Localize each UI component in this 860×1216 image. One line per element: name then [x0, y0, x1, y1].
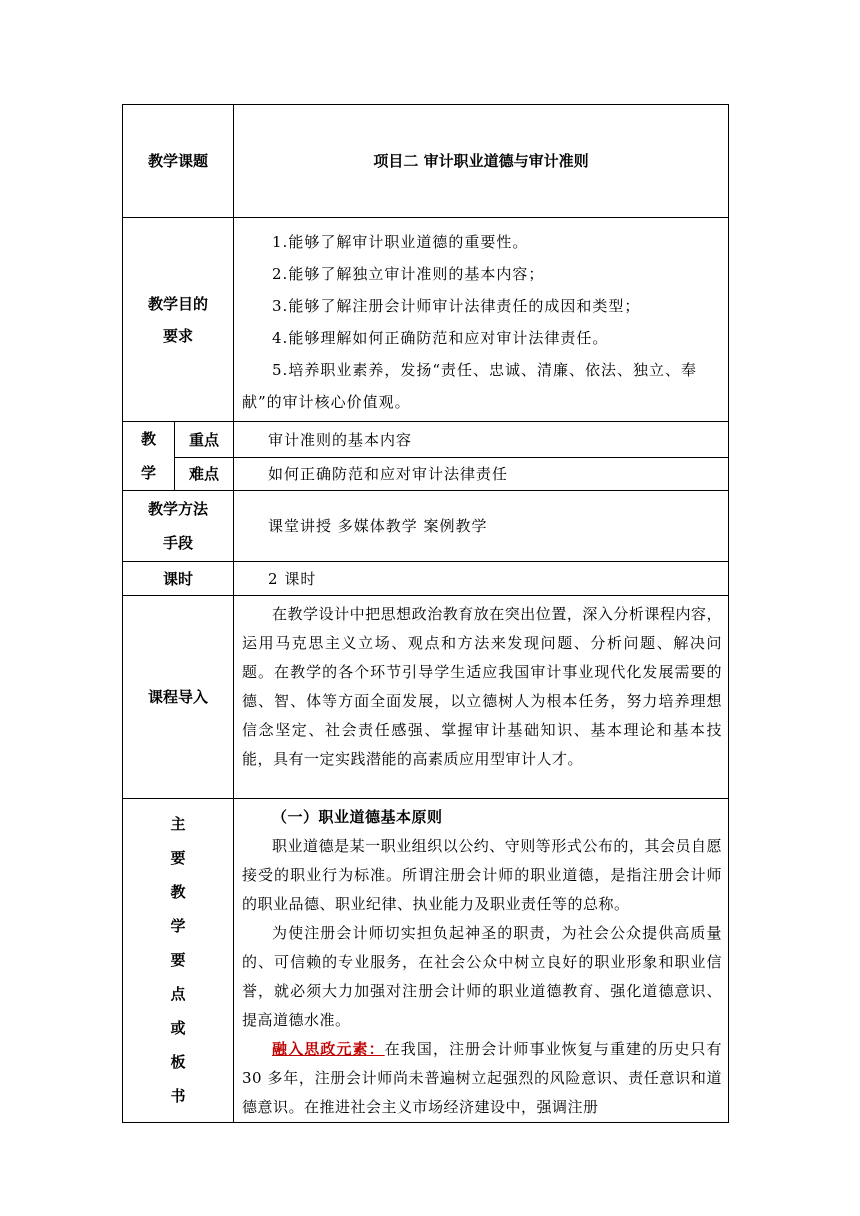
- main-label-char: 主: [170, 815, 186, 833]
- difficult-point-value: 如何正确防范和应对审计法律责任: [234, 458, 729, 491]
- main-label-char: 要: [170, 849, 186, 867]
- paragraph-2: 为使注册会计师切实担负起神圣的职责，为社会公众提供高质量的、可信赖的专业服务，在社会公众中树立良好的职业形象和职业信誉，就必须大力加强对注册会计师的职业道德教育、强化道德意识、提高道德水准。: [242, 924, 723, 1029]
- intro-text: 在教学设计中把思想政治教育放在突出位置，深入分析课程内容，运用马克思主义立场、观点和方法来发现问题、分析问题、解决问题。在教学的各个环节引导学生适应我国审计事业现代化发展需要的德、智、体等方面全面发展，以立德树人为根本任务，努力培养理想信念坚定、社会责任感强、掌握审计基础知识、基本理论和基本技能，具有一定实践潜能的高素质应用型审计人才。: [242, 605, 723, 768]
- key-point-value: 审计准则的基本内容: [234, 422, 729, 458]
- ideology-highlight: 融入思政元素：: [272, 1040, 385, 1058]
- objectives-list: [234, 218, 729, 422]
- methods-label: [123, 491, 234, 562]
- objective-item: 2.能够了解独立审计准则的基本内容；: [272, 265, 545, 283]
- methods-row: [123, 491, 729, 562]
- main-label-char: 学: [170, 917, 186, 935]
- main-label-char: 点: [170, 985, 186, 1003]
- hours-row: [123, 562, 729, 596]
- focus-difficult-row: [123, 458, 729, 491]
- section-heading: （一）职业道德基本原则: [272, 808, 443, 826]
- topic-label: 教学课题: [123, 105, 234, 218]
- hours-label: 课时: [123, 562, 234, 596]
- topic-value: 项目二 审计职业道德与审计准则: [234, 105, 729, 218]
- key-point-label: 重点: [175, 422, 234, 458]
- main-points-row: [123, 799, 729, 1123]
- objectives-label-line2: 要求: [163, 326, 194, 345]
- paragraph-3: [242, 1035, 722, 1122]
- main-label-char: 或: [170, 1019, 186, 1037]
- intro-label: 课程导入: [123, 596, 234, 799]
- main-label-char: 要: [170, 951, 186, 969]
- main-points-content: [234, 799, 729, 1123]
- methods-value: 课堂讲授 多媒体教学 案例教学: [234, 491, 729, 562]
- objective-item: 1.能够了解审计职业道德的重要性。: [272, 233, 529, 251]
- objectives-label: [123, 218, 234, 422]
- lesson-plan-table: [122, 104, 729, 1123]
- focus-label-char2: 学: [140, 464, 156, 482]
- objective-item: 5.培养职业素养，发扬“责任、忠诚、清廉、依法、独立、奉献”的审计核心价值观。: [242, 361, 697, 411]
- intro-row: [123, 596, 729, 799]
- methods-label-line1: 教学方法: [148, 500, 209, 518]
- objective-item: 4.能够理解如何正确防范和应对审计法律责任。: [272, 329, 609, 347]
- objectives-label-line1: 教学目的: [148, 294, 209, 313]
- paragraph-1: 职业道德是某一职业组织以公约、守则等形式公布的，其会员自愿接受的职业行为标准。所谓注册会计师的职业道德，是指注册会计师的职业品德、职业纪律、执业能力及职业责任等的总称。: [242, 837, 723, 913]
- main-label-char: 书: [170, 1087, 186, 1105]
- focus-key-row: [123, 422, 729, 458]
- objective-item: 3.能够了解注册会计师审计法律责任的成因和类型；: [272, 297, 641, 315]
- main-points-label: [123, 799, 234, 1123]
- topic-row: [123, 105, 729, 218]
- focus-label-char1: 教: [140, 430, 156, 448]
- paragraph-3-text: 在我国，注册会计师事业恢复与重建的历史只有 30 多年，注册会计师尚未普遍树立起强烈的风险意识、责任意识和道德意识。在推进社会主义市场经济建设中，强调注册: [242, 1040, 723, 1116]
- hours-value: 2 课时: [234, 562, 729, 596]
- main-label-char: 教: [170, 883, 186, 901]
- intro-text-cell: [234, 596, 729, 799]
- main-label-char: 板: [170, 1053, 186, 1071]
- objectives-row: [123, 218, 729, 422]
- focus-label: [123, 422, 175, 491]
- difficult-point-label: 难点: [175, 458, 234, 491]
- methods-label-line2: 手段: [163, 534, 194, 552]
